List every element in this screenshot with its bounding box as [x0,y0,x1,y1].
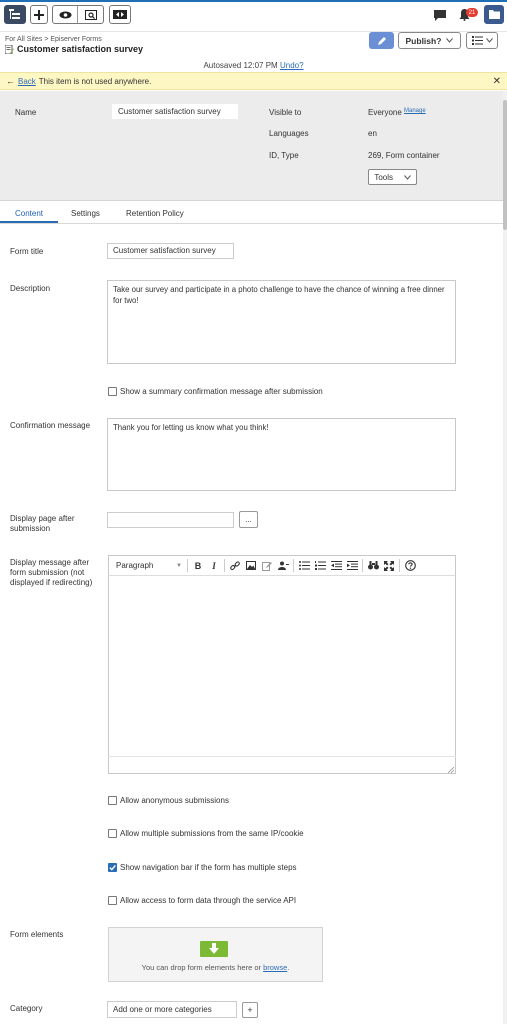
help-icon[interactable] [402,558,418,574]
breadcrumb-separator: > [44,36,51,43]
display-page-input[interactable] [107,512,234,528]
scrollbar-thumb[interactable] [503,100,507,230]
italic-icon[interactable]: I [212,560,216,571]
edit-image-icon[interactable] [259,558,275,574]
display-message-label: Display message after form submission (not displayed if redirecting) [10,558,93,587]
tools-dropdown[interactable] [368,169,417,185]
form-title-input[interactable]: Customer satisfaction survey [107,243,234,259]
compare-arrows-icon [113,10,127,19]
pencil-icon [377,36,387,46]
indent-icon[interactable] [344,558,360,574]
allow-multiple-checkbox-row[interactable] [108,829,304,838]
add-button[interactable] [30,5,48,24]
comments-button[interactable] [434,10,446,23]
active-tab-indicator [0,221,58,223]
allow-anonymous-checkbox[interactable] [108,796,117,805]
bullet-list-icon[interactable] [296,558,312,574]
folder-icon [489,10,500,19]
notification-badge: 21 [466,8,478,17]
compare-view-button[interactable] [78,6,103,23]
description-textarea[interactable]: Take our survey and participate in a photo challenge to have the chance of winning a free dinner for two! [107,280,456,364]
chevron-down-icon [404,175,411,180]
preview-button[interactable] [53,6,78,23]
allow-anonymous-checkbox-row[interactable] [108,796,229,805]
description-label: Description [10,284,51,293]
allow-multiple-checkbox[interactable] [108,829,117,838]
toolbar-separator [224,559,225,572]
notice-message: This item is not used anywhere. [38,76,152,86]
list-icon [472,36,483,45]
options-menu-button[interactable] [466,32,498,49]
tree-icon [9,9,21,20]
autosave-text: Autosaved 12:07 PM [203,61,278,70]
toolbar-separator [187,559,188,572]
close-icon[interactable]: ✕ [492,75,501,87]
tools-label: Tools [374,172,394,182]
allow-api-label: Allow access to form data through the service API [120,896,297,905]
id-type-value: 269, Form container [368,151,440,160]
usage-notice-bar [0,72,507,90]
resize-handle-icon[interactable] [448,766,454,775]
add-category-button[interactable]: + [242,1002,258,1018]
checkmark-icon [108,863,117,872]
paragraph-label: Paragraph [116,561,154,570]
drop-zone-text-row [108,963,323,972]
form-elements-label: Form elements [10,930,64,939]
allow-anonymous-label: Allow anonymous submissions [120,796,229,805]
chevron-down-icon [446,38,453,43]
show-navigation-label: Show navigation bar if the form has multiple steps [120,863,297,872]
category-label: Category [10,1004,43,1013]
publish-label: Publish? [405,35,442,46]
zoom-view-icon [85,10,97,20]
page-tree-button[interactable] [4,5,26,24]
plus-icon [34,10,44,20]
languages-value: en [368,129,377,138]
toolbar-separator [399,559,400,572]
summary-confirmation-checkbox[interactable] [108,387,117,396]
display-page-label: Display page after submission [10,514,75,533]
editor-status-divider [108,756,456,757]
download-arrow-icon [200,941,228,957]
eye-icon [59,11,72,19]
name-input[interactable]: Customer satisfaction survey [112,104,238,119]
publish-button[interactable] [398,32,461,49]
edit-button[interactable] [369,32,394,49]
confirmation-message-textarea[interactable]: Thank you for letting us know what you think! [107,418,456,491]
tab-content[interactable]: Content [15,209,44,218]
page-title-row [5,44,143,54]
form-title-label: Form title [10,247,44,256]
compare-button[interactable] [109,5,131,24]
allow-api-checkbox-row[interactable] [108,896,296,905]
name-label: Name [15,108,37,117]
image-icon[interactable] [243,558,259,574]
caret-down-icon: ▼ [176,562,182,569]
browse-link[interactable]: browse [263,963,288,972]
breadcrumb [5,36,102,43]
fullscreen-icon[interactable] [381,558,397,574]
allow-multiple-label: Allow multiple submissions from the same IP/cookie [120,829,304,838]
rich-text-toolbar [108,555,456,576]
bold-icon[interactable]: B [194,560,202,571]
toolbar-separator [293,559,294,572]
back-arrow-icon: ← [6,76,15,86]
visible-to-value: Everyone [368,108,402,117]
paragraph-format-dropdown[interactable] [113,558,185,574]
view-button-group [52,5,104,24]
id-type-label: ID, Type [269,151,299,160]
browse-page-button[interactable]: ... [239,511,258,528]
breadcrumb-item-forms[interactable]: Episerver Forms [50,36,102,43]
form-icon [5,45,14,54]
manage-link[interactable]: Manage [404,108,426,114]
page-title: Customer satisfaction survey [17,44,144,54]
visible-to-label: Visible to [269,108,302,117]
back-link[interactable]: Back [18,76,36,86]
summary-confirmation-checkbox-row[interactable] [108,387,323,396]
show-navigation-checkbox[interactable] [108,863,117,872]
outdent-icon[interactable] [328,558,344,574]
tab-retention-policy[interactable]: Retention Policy [126,209,184,218]
autosave-status [0,61,507,70]
allow-api-checkbox[interactable] [108,896,117,905]
numbered-list-icon[interactable] [312,558,328,574]
tab-settings[interactable]: Settings [71,209,100,218]
show-navigation-checkbox-row[interactable] [108,863,297,872]
summary-confirmation-label: Show a summary confirmation message after submission [120,387,323,396]
assets-pane-button[interactable] [484,5,504,24]
breadcrumb-item-all-sites[interactable]: For All Sites [5,36,43,43]
properties-panel [0,91,503,201]
toolbar-separator [362,559,363,572]
undo-link[interactable]: Undo? [279,61,304,70]
chat-icon [434,10,446,21]
page-scrollbar[interactable] [503,91,507,1024]
drop-zone-period: . [287,963,290,972]
confirmation-message-label: Confirmation message [10,421,91,430]
chevron-down-icon [486,38,493,43]
find-binoculars-icon[interactable] [365,558,381,574]
personalized-content-icon[interactable] [275,558,291,574]
link-icon[interactable] [227,558,243,574]
rich-text-editor-body[interactable] [108,576,456,774]
languages-label: Languages [269,129,309,138]
drop-zone-text: You can drop form elements here or [141,963,261,972]
category-input[interactable]: Add one or more categories [107,1001,237,1018]
